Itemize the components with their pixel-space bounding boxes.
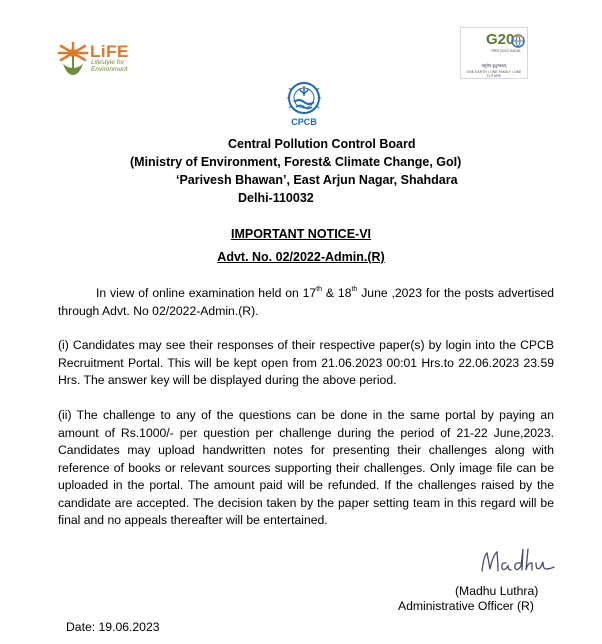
city-line: Delhi-110032 <box>238 191 314 205</box>
signatory-name: (Madhu Luthra) <box>455 584 539 598</box>
globe-icon <box>511 34 525 48</box>
intro-text-b: & 18 <box>322 286 352 300</box>
response-paragraph: (i) Candidates may see their responses of their respective paper(s) by login into the CPCB Recruitment Portal. This will be kept open from 21.06.2023 00:01 Hrs.to 22.06.2023 23.59 Hrs. The answer key will be displayed during the above period. <box>58 338 554 387</box>
life-wordmark: LiFE <box>90 42 129 61</box>
cpcb-wordmark: CPCB <box>291 117 317 127</box>
cpcb-emblem-icon <box>287 80 321 118</box>
life-subtitle: Lifestyle for Environment <box>91 59 128 73</box>
intro-text-a: In view of online examination held on 17 <box>96 286 317 300</box>
g20-tagline: ONE EARTH • ONE FAMILY • ONE FUTURE <box>466 70 522 78</box>
notice-date: Date: 19.06.2023 <box>66 620 160 634</box>
intro-text-c: June ,2023 for the posts advertised through Advt. No 02/2022-Admin.(R). <box>58 286 554 318</box>
ministry-line: (Ministry of Environment, Forest& Climate Change, GoI) <box>130 155 462 169</box>
intro-paragraph <box>58 285 554 320</box>
g20-wordmark: G20 <box>486 31 515 48</box>
life-logo <box>57 42 137 76</box>
g20-subtitle: भारत 2023 INDIA <box>491 48 521 53</box>
address-line: ‘Parivesh Bhawan’, East Arjun Nagar, Shahdara <box>176 173 458 187</box>
cpcb-logo <box>287 80 321 128</box>
ordinal-sup-2: th <box>351 285 358 293</box>
notice-title: IMPORTANT NOTICE-VI <box>230 227 372 241</box>
g20-motto: वसुधैव कुटुम्बकम् <box>481 63 507 68</box>
g20-logo <box>460 27 528 79</box>
org-name: Central Pollution Control Board <box>228 137 416 151</box>
life-leaf-icon <box>57 42 89 76</box>
signatory-title: Administrative Officer (R) <box>398 599 534 613</box>
handwritten-signature <box>478 545 558 579</box>
ordinal-sup-1: th <box>316 285 323 293</box>
challenge-paragraph: (ii) The challenge to any of the questions can be done in the same portal by paying an amount of Rs.1000/- per question per challenge during the period of 21-22 June,2023. Candidates may upload handwritten notes for presenting their challenges along with reference of books or relevant sources supporting their challenges. Only image file can be uploaded in the portal. The amount paid will be refunded. If the challenges raised by the candidate are accepted. The decision taken by the paper setting team in this regard will be final and no appeals thereafter will be entertained. <box>58 408 554 527</box>
advt-number: Advt. No. 02/2022-Admin.(R) <box>217 250 385 264</box>
